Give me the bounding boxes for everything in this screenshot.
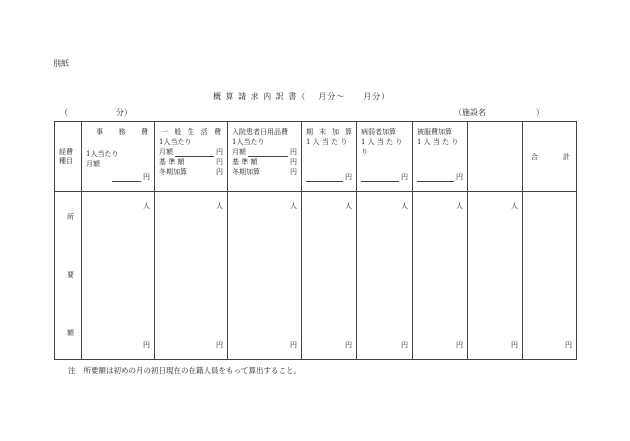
jimu-per-person: 1人当たり	[86, 150, 119, 158]
total-amount-cell	[523, 192, 577, 360]
nyuin-winter-yen: 円	[290, 168, 297, 176]
ippan-standard: 基 準 額	[159, 158, 185, 166]
byojaku-per-person-cont: り	[361, 148, 368, 156]
col-nyuin-header	[228, 122, 302, 192]
person-unit: 人	[401, 202, 408, 210]
yen-unit: 円	[290, 341, 297, 349]
col-hifuku-header	[413, 122, 468, 192]
col-jimu-header	[82, 122, 155, 192]
byojaku-amount-cell	[357, 192, 413, 360]
kimatsu-title-4: 算	[345, 128, 352, 136]
period-close: 分）	[116, 108, 132, 117]
person-unit: 人	[290, 202, 297, 210]
required-label-3: 額	[67, 329, 74, 337]
footnote	[68, 365, 301, 376]
byojaku-yen: 円	[401, 173, 408, 181]
document-title	[213, 91, 390, 102]
ippan-title-4: 活	[200, 128, 208, 136]
person-unit: 人	[143, 202, 150, 210]
person-unit: 人	[456, 202, 463, 210]
note-text: 所要額は初めの月の初日現在の在籍人員をもって算出すること。	[83, 366, 301, 375]
ippan-winter: 冬期加算	[159, 168, 187, 176]
nyuin-amount-cell	[228, 192, 302, 360]
kimatsu-title-3: 加	[332, 128, 339, 136]
yen-unit: 円	[401, 341, 408, 349]
hifuku-title: 被服費加算	[417, 128, 452, 136]
facility-close: ）	[536, 108, 544, 117]
kimatsu-title-2: 末	[319, 128, 326, 136]
ippan-winter-yen: 円	[216, 168, 223, 176]
col-kimatsu-header	[302, 122, 357, 192]
hifuku-per-person: 1 人 当 た り	[417, 138, 459, 146]
total-title-1: 合	[531, 153, 538, 161]
byojaku-title: 病弱者加算	[361, 128, 396, 136]
ippan-title-5: 費	[214, 128, 221, 136]
facility-open: （施設名	[454, 108, 486, 117]
ippan-title-2: 般	[174, 128, 182, 136]
required-amount-label	[55, 192, 82, 360]
kimatsu-yen: 円	[345, 173, 352, 181]
jimu-yen: 円	[143, 173, 150, 181]
col-ippan-header	[155, 122, 228, 192]
person-unit: 人	[511, 202, 518, 210]
person-unit: 人	[345, 202, 352, 210]
ippan-standard-yen: 円	[216, 158, 223, 166]
required-label-1: 所	[67, 213, 74, 221]
yen-unit: 円	[143, 341, 150, 349]
nyuin-monthly: 月額	[232, 148, 246, 156]
kimatsu-title-1: 期	[306, 128, 313, 136]
yen-unit: 円	[216, 341, 223, 349]
yen-unit: 円	[456, 341, 463, 349]
yen-unit: 円	[511, 341, 518, 349]
nyuin-winter: 冬期加算	[232, 168, 260, 176]
required-amount-row	[55, 192, 577, 360]
nyuin-per-person: 1人当たり	[232, 138, 265, 146]
total-title-2: 計	[563, 153, 570, 161]
ippan-amount-cell	[155, 192, 228, 360]
attachment-label: 別紙	[53, 59, 69, 68]
nyuin-standard-yen: 円	[290, 158, 297, 166]
nyuin-title: 入院患者日用品費	[232, 128, 288, 136]
expense-type-header	[55, 122, 82, 192]
jimu-title-3: 費	[141, 128, 148, 136]
col-blank-header	[468, 122, 523, 192]
title-month-from: 月分〜	[318, 92, 346, 101]
header-row	[55, 122, 577, 192]
period-open: （	[60, 108, 68, 117]
jimu-amount-cell	[82, 192, 155, 360]
yen-unit: 円	[565, 341, 572, 349]
jimu-title-1: 事	[96, 128, 103, 136]
nyuin-standard: 基 準 額	[232, 158, 258, 166]
col-byojaku-header	[357, 122, 413, 192]
expense-type-line2: 種目	[59, 157, 73, 165]
ippan-title-1: 一	[161, 128, 168, 136]
expense-type-line1: 経費	[59, 148, 73, 156]
kimatsu-amount-cell	[302, 192, 357, 360]
byojaku-per-person: 1 人 当 た り	[361, 138, 403, 146]
title-month-to: 月分）	[363, 92, 391, 101]
period-field	[60, 107, 132, 118]
hifuku-yen: 円	[456, 173, 463, 181]
blank-amount-cell	[468, 192, 523, 360]
jimu-monthly: 月額	[86, 160, 100, 168]
facility-name-field	[454, 107, 544, 118]
nyuin-monthly-yen: 円	[290, 148, 297, 156]
ippan-per-person: 1人当たり	[159, 138, 192, 146]
ippan-monthly-yen: 円	[216, 148, 223, 156]
breakdown-table	[54, 121, 577, 360]
kimatsu-per-person: 1 人 当 た り	[306, 138, 348, 146]
col-total-header	[523, 122, 577, 192]
ippan-title-3: 生	[187, 128, 195, 136]
hifuku-amount-cell	[413, 192, 468, 360]
yen-unit: 円	[345, 341, 352, 349]
title-text: 概 算 請 求 内 訳 書（	[213, 92, 307, 101]
person-unit: 人	[216, 202, 223, 210]
jimu-title-2: 務	[118, 128, 126, 136]
required-label-2: 要	[67, 271, 74, 279]
ippan-monthly: 月額	[159, 148, 173, 156]
note-prefix: 注	[68, 366, 76, 375]
